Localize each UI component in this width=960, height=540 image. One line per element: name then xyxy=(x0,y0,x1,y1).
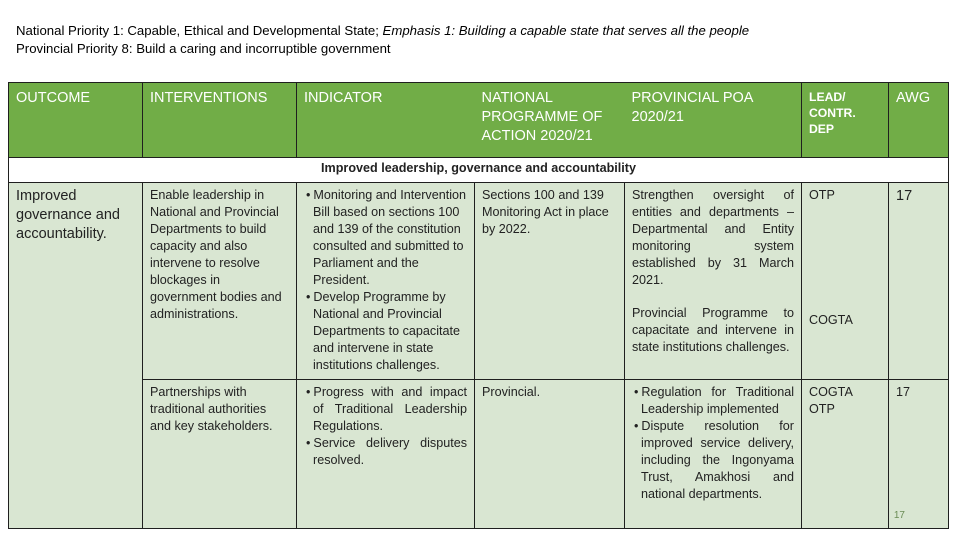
lead-item: OTP xyxy=(809,188,835,202)
list-item: • Progress with and impact of Traditional Leadership Regulations. xyxy=(313,384,467,435)
table-row xyxy=(9,380,949,529)
provincial-priority-line: Provincial Priority 8: Build a caring and incorruptible government xyxy=(16,41,391,56)
col-provincial: PROVINCIAL POA 2020/21 xyxy=(625,83,802,158)
col-interventions: INTERVENTIONS xyxy=(143,83,297,158)
provincial-item: Provincial Programme to capacitate and intervene in state institutions challenges. xyxy=(632,306,794,354)
list-item: • Develop Programme by National and Provincial Departments to capacitate and intervene in state institutions challenges. xyxy=(313,289,467,374)
awg-cell: 17 xyxy=(889,380,949,529)
header-row xyxy=(9,83,949,158)
list-item: • Dispute resolution for improved service delivery, including the Ingonyama Trust, Amakhosi and national departments. xyxy=(641,418,794,503)
indicator-cell xyxy=(297,380,475,529)
provincial-cell xyxy=(625,380,802,529)
lead-item: COGTA xyxy=(809,385,853,399)
poa-table xyxy=(8,82,949,529)
emphasis-text: Emphasis 1: Building a capable state that serves all the people xyxy=(382,23,750,38)
col-lead: LEAD/ CONTR. DEP xyxy=(802,83,889,158)
provincial-item: Strengthen oversight of entities and departments – Departmental and Entity monitoring system established by 31 March 2021. xyxy=(632,188,794,287)
page-header xyxy=(16,22,749,58)
list-item: • Regulation for Traditional Leadership implemented xyxy=(641,384,794,418)
col-outcome: OUTCOME xyxy=(9,83,143,158)
lead-cell xyxy=(802,380,889,529)
intervention-cell: Enable leadership in National and Provincial Departments to build capacity and also intervene to resolve blockages in government bodies and administrations. xyxy=(143,183,297,380)
banner-text: Improved leadership, governance and accountability xyxy=(9,158,949,183)
lead-item: COGTA xyxy=(809,313,853,327)
awg-cell: 17 xyxy=(889,183,949,380)
col-indicator: INDICATOR xyxy=(297,83,475,158)
col-awg: AWG xyxy=(889,83,949,158)
banner-row xyxy=(9,158,949,183)
lead-cell xyxy=(802,183,889,380)
provincial-cell xyxy=(625,183,802,380)
lead-item: OTP xyxy=(809,402,835,416)
national-priority-line xyxy=(16,22,749,40)
indicator-cell xyxy=(297,183,475,380)
table-row xyxy=(9,183,949,380)
outcome-cell: Improved governance and accountability. xyxy=(9,183,143,529)
page-number: 17 xyxy=(893,510,905,521)
national-cell: Sections 100 and 139 Monitoring Act in place by 2022. xyxy=(475,183,625,380)
intervention-cell: Partnerships with traditional authorities and key stakeholders. xyxy=(143,380,297,529)
national-cell: Provincial. xyxy=(475,380,625,529)
list-item: • Service delivery disputes resolved. xyxy=(313,435,467,469)
col-national: NATIONAL PROGRAMME OF ACTION 2020/21 xyxy=(475,83,625,158)
list-item: • Monitoring and Intervention Bill based on sections 100 and 139 of the constitution consulted and submitted to Parliament and the President. xyxy=(313,187,467,289)
national-priority-text: National Priority 1: Capable, Ethical and Developmental State; xyxy=(16,23,383,38)
